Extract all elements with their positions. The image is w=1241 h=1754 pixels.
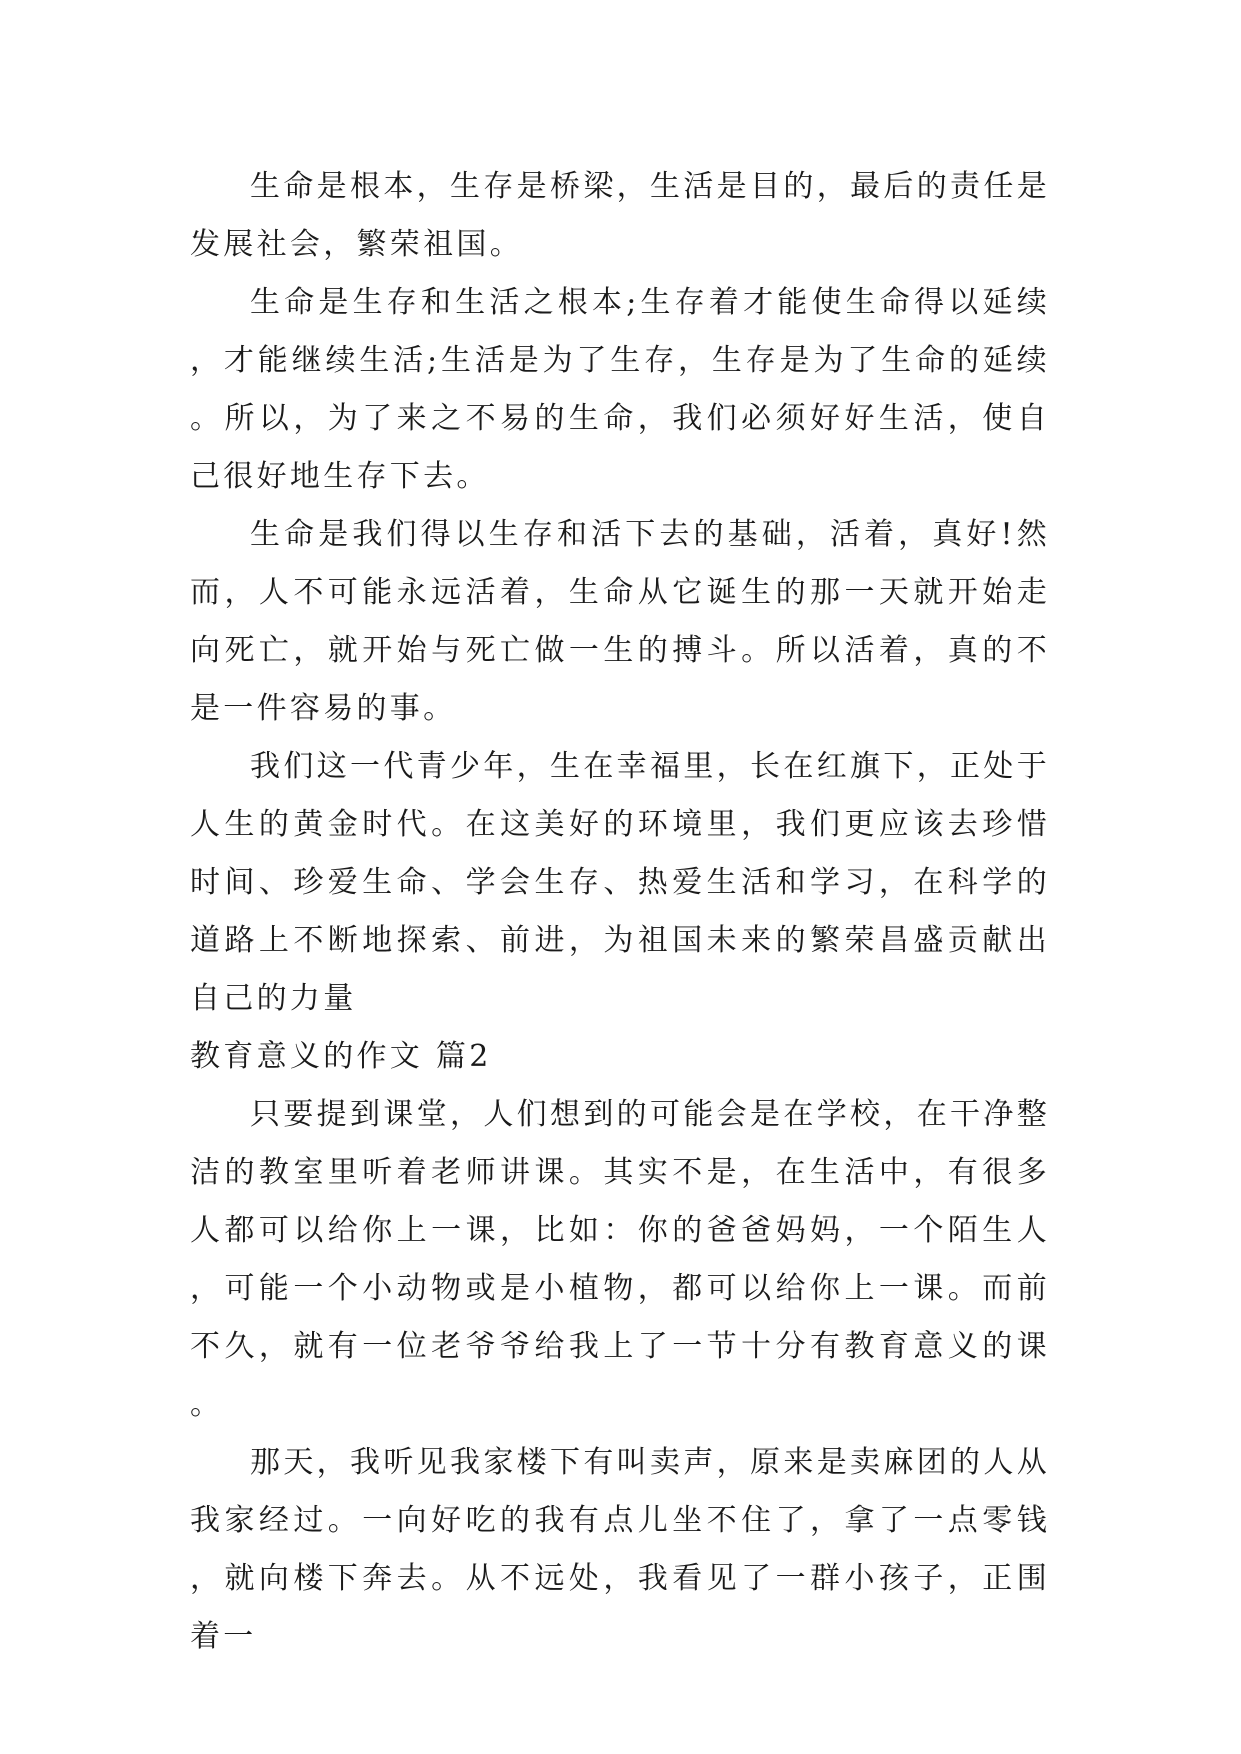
paragraph: 生命是根本，生存是桥梁，生活是目的，最后的责任是发展社会，繁荣祖国。 [190, 169, 1050, 262]
document-body [190, 158, 1050, 1666]
paragraph: 生命是生存和生活之根本;生存着才能使生命得以延续，才能继续生活;生活是为了生存，生存是为了生命的延续。所以，为了来之不易的生命，我们必须好好生活，使自己很好地生存下去。 [190, 285, 1050, 494]
paragraph: 只要提到课堂，人们想到的可能会是在学校，在干净整洁的教室里听着老师讲课。其实不是，在生活中，有很多人都可以给你上一课，比如：你的爸爸妈妈，一个陌生人，可能一个小动物或是小植物，都可以给你上一课。而前不久，就有一位老爷爷给我上了一节十分有教育意义的课。 [190, 1097, 1050, 1422]
paragraph: 生命是我们得以生存和活下去的基础，活着，真好!然而，人不可能永远活着，生命从它诞生的那一天就开始走向死亡，就开始与死亡做一生的搏斗。所以活着，真的不是一件容易的事。 [190, 517, 1050, 726]
paragraph: 我们这一代青少年，生在幸福里，长在红旗下，正处于人生的黄金时代。在这美好的环境里，我们更应该去珍惜时间、珍爱生命、学会生存、热爱生活和学习，在科学的道路上不断地探索、前进，为祖国未来的繁荣昌盛贡献出自己的力量 [190, 749, 1050, 1016]
section-heading: 教育意义的作文 篇2 [190, 1039, 492, 1074]
paragraph: 那天，我听见我家楼下有叫卖声，原来是卖麻团的人从我家经过。一向好吃的我有点儿坐不住了，拿了一点零钱，就向楼下奔去。从不远处，我看见了一群小孩子，正围着一 [190, 1445, 1050, 1654]
